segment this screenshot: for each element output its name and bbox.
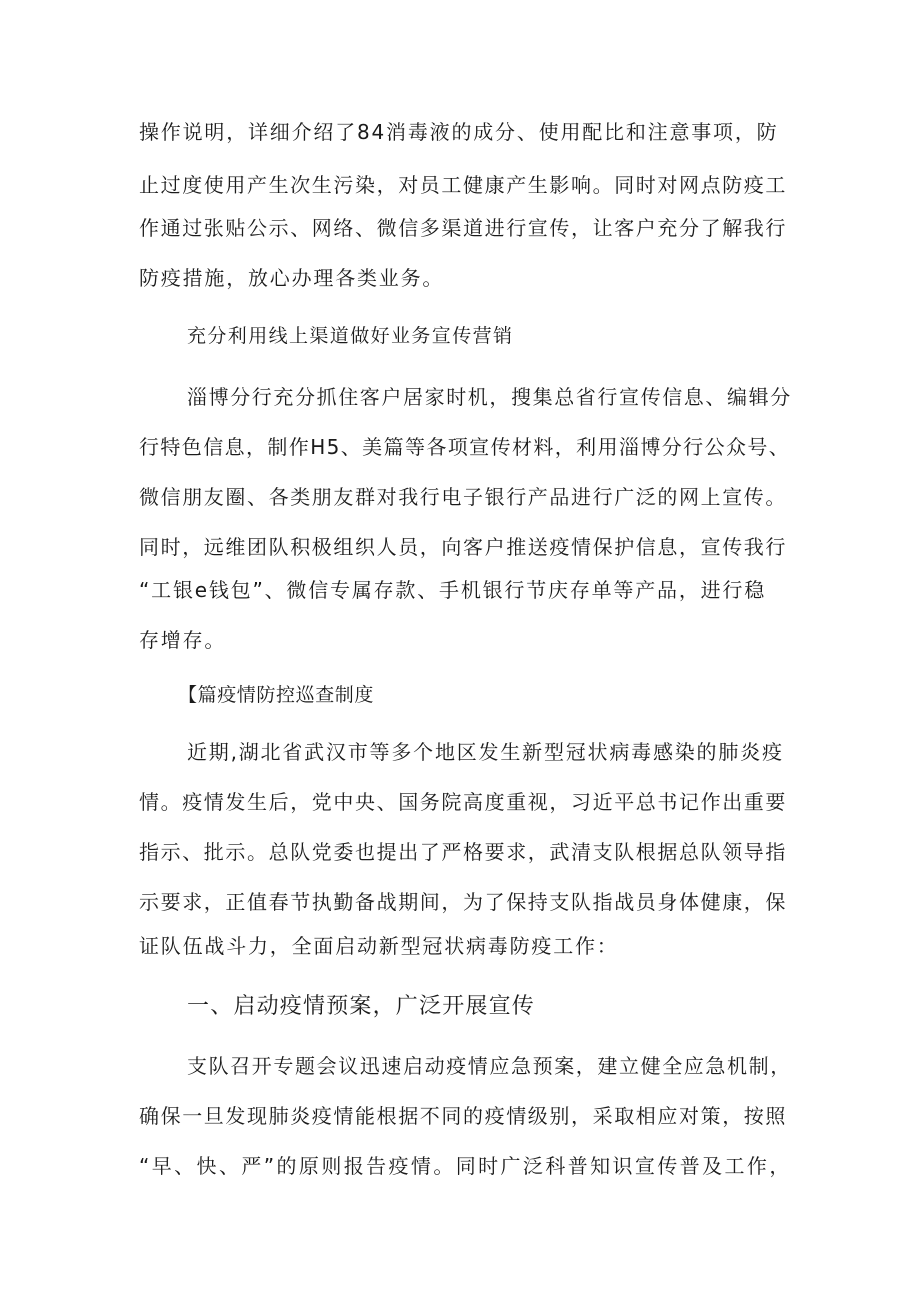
paragraph-4-line-3: “早、快、严”的原则报告疫情。同时广泛科普知识宣传普及工作， [139,1154,792,1178]
paragraph-1-line-2: 止过度使用产生次生污染，对员工健康产生影响。同时对网点防疫工 [139,173,787,197]
paragraph-1-line-3: 作通过张贴公示、网络、微信多渠道进行宣传，让客户充分了解我行 [139,216,787,240]
paragraph-3-line-2: 情。疫情发生后，党中央、国务院高度重视，习近平总书记作出重要 [139,790,787,814]
paragraph-4-line-2: 确保一旦发现肺炎疫情能根据不同的疫情级别，采取相应对策，按照 [139,1104,787,1128]
paragraph-2-line-4: 同时，远维团队积极组织人员，向客户推送疫情保护信息，宣传我行 [139,535,787,559]
paragraph-3-line-4: 示要求，正值春节执勤备战期间，为了保持支队指战员身体健康，保 [139,890,787,914]
paragraph-2-line-1: 淄博分行充分抓住客户居家时机，搜集总省行宣传信息、编辑分 [187,385,792,409]
paragraph-4-line-1: 支队召开专题会议迅速启动疫情应急预案，建立健全应急机制， [187,1054,792,1078]
paragraph-2-line-5: “工银e钱包”、微信专属存款、手机银行节庆存单等产品，进行稳 [139,578,767,602]
paragraph-3-line-5: 证队伍战斗力，全面启动新型冠状病毒防疫工作： [139,934,619,958]
paragraph-2-line-2: 行特色信息，制作H5、美篇等各项宣传材料，利用淄博分行公众号、 [139,435,791,459]
paragraph-3-line-1: 近期,湖北省武汉市等多个地区发生新型冠状病毒感染的肺炎疫 [187,740,784,764]
heading-inspection-system: 【篇疫情防控巡查制度 [178,684,375,706]
paragraph-1-line-1: 操作说明，详细介绍了84消毒液的成分、使用配比和注意事项，防 [139,120,779,144]
paragraph-2-line-3: 微信朋友圈、各类朋友群对我行电子银行产品进行广泛的网上宣传。 [139,485,787,509]
section-heading-1: 一、启动疫情预案，广泛开展宣传 [187,994,536,1019]
heading-online-channels: 充分利用线上渠道做好业务宣传营销 [187,325,514,347]
paragraph-2-line-6: 存增存。 [139,628,227,652]
paragraph-1-line-4: 防疫措施，放心办理各类业务。 [139,266,445,290]
paragraph-3-line-3: 指示、批示。总队党委也提出了严格要求，武清支队根据总队领导指 [139,840,787,864]
